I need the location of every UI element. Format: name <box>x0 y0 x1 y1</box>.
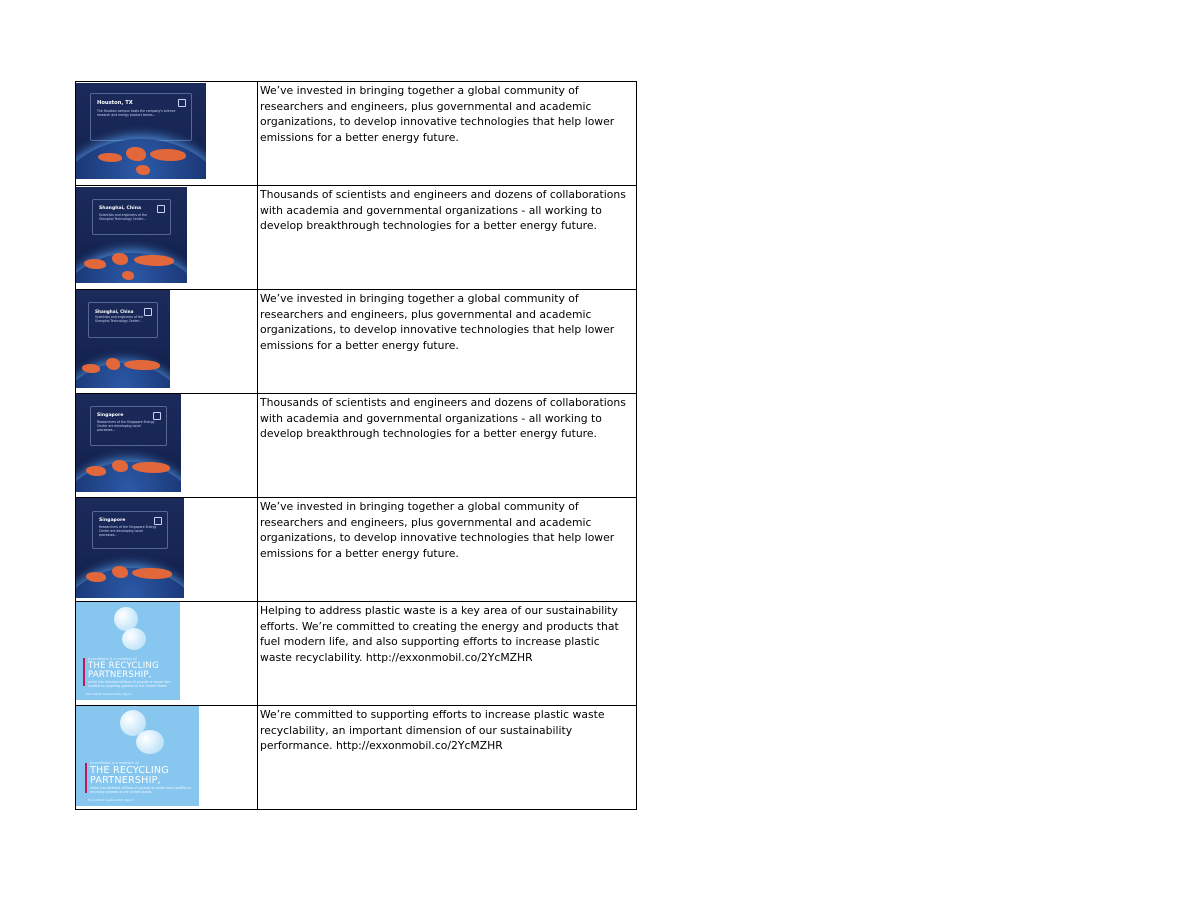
city-label: Shanghai, China <box>99 206 142 211</box>
card-blurb: Researchers of the Singapore Energy Center are developing novel processes... <box>97 420 155 432</box>
table-row <box>76 394 637 498</box>
continent-shape <box>112 460 128 472</box>
kicker-text: ExxonMobil is a member of <box>90 761 139 765</box>
image-cell <box>76 498 258 602</box>
location-card <box>90 406 167 446</box>
globe-thumbnail <box>76 187 187 283</box>
continent-shape <box>126 147 146 161</box>
building-icon <box>178 99 186 107</box>
card-blurb: Researchers of the Singapore Energy Center are developing novel processes... <box>99 525 157 537</box>
recycling-thumbnail <box>76 602 180 700</box>
text-cell[interactable]: We’re committed to supporting efforts to increase plastic waste recyclability, an important dimension of our sustainability performance. http://exxonmobil.co/2YcMZHR <box>258 706 637 810</box>
city-label: Singapore <box>97 413 124 418</box>
location-card <box>90 93 192 141</box>
globe-thumbnail <box>76 394 181 492</box>
table-row <box>76 602 637 706</box>
accent-bar <box>83 658 85 686</box>
card-blurb: The Houston campus hosts the company's science research and energy product teams... <box>97 109 176 117</box>
image-cell <box>76 186 258 290</box>
globe-thumbnail <box>76 290 170 388</box>
text-cell[interactable]: Thousands of scientists and engineers and dozens of collaborations with academia and governmental organizations - all working to develop breakthrough technologies for a better energy future. <box>258 186 637 290</box>
location-card <box>88 302 158 338</box>
continent-shape <box>86 466 106 476</box>
city-label: Singapore <box>99 518 126 523</box>
continent-shape <box>82 364 100 373</box>
recycling-thumbnail <box>76 706 199 806</box>
partnership-body: which has diverted millions of pounds of waste from landfills to recycling systems in the United States <box>90 786 191 794</box>
text-cell[interactable]: We’ve invested in bringing together a global community of researchers and engineers, plus governmental and academic organizations, to develop innovative technologies that help lower emissions for a better energy future. <box>258 82 637 186</box>
city-label: Houston, TX <box>97 100 133 106</box>
location-card <box>92 199 171 235</box>
text-cell[interactable]: Helping to address plastic waste is a key area of our sustainability efforts. We’re committed to creating the energy and products that fuel modern life, and also supporting efforts to increase plastic waste recyclability. http://exxonmobil.co/2YcMZHR <box>258 602 637 706</box>
image-cell <box>76 706 258 810</box>
partnership-title: THE RECYCLING PARTNERSHIP, <box>90 765 169 786</box>
partnership-body: which has diverted millions of pounds of waste from landfills to recycling systems in the United States <box>88 680 172 688</box>
image-cell <box>76 290 258 394</box>
spreadsheet-table <box>75 81 632 810</box>
location-card <box>92 511 168 549</box>
image-icon <box>154 517 162 525</box>
table-row <box>76 706 637 810</box>
card-blurb: Scientists and engineers of the Shanghai Technology Center... <box>95 315 144 323</box>
bubble-graphic <box>136 730 164 754</box>
continent-shape <box>106 358 120 370</box>
footer-text: ExxonMobil Sustainability Report <box>88 798 134 802</box>
text-cell[interactable]: We’ve invested in bringing together a global community of researchers and engineers, plus governmental and academic organizations, to develop innovative technologies that help lower emissions for a better energy future. <box>258 498 637 602</box>
continent-shape <box>112 566 128 578</box>
continent-shape <box>86 572 106 582</box>
table-row <box>76 82 637 186</box>
image-cell <box>76 602 258 706</box>
continent-shape <box>98 153 122 162</box>
continent-shape <box>122 271 134 280</box>
footer-text: ExxonMobil Sustainability Report <box>86 692 132 696</box>
continent-shape <box>84 259 106 269</box>
accent-bar <box>85 763 87 793</box>
card-blurb: Scientists and engineers of the Shanghai Technology Center... <box>99 213 148 221</box>
globe-thumbnail <box>76 498 184 598</box>
continent-shape <box>112 253 128 265</box>
bubble-graphic <box>122 628 146 650</box>
partnership-title: THE RECYCLING PARTNERSHIP, <box>88 661 159 680</box>
snowflake-icon <box>157 205 165 213</box>
continent-shape <box>136 165 150 175</box>
table-row <box>76 186 637 290</box>
text-cell[interactable]: Thousands of scientists and engineers and dozens of collaborations with academia and governmental organizations - all working to develop breakthrough technologies for a better energy future. <box>258 394 637 498</box>
globe-thumbnail <box>76 83 206 179</box>
city-label: Shanghai, China <box>95 309 134 314</box>
table-row <box>76 498 637 602</box>
image-cell <box>76 394 258 498</box>
kicker-text: ExxonMobil is a member of <box>88 657 137 661</box>
image-icon <box>153 412 161 420</box>
text-cell[interactable]: We’ve invested in bringing together a global community of researchers and engineers, plus governmental and academic organizations, to develop innovative technologies that help lower emissions for a better energy future. <box>258 290 637 394</box>
image-cell <box>76 82 258 186</box>
table-row <box>76 290 637 394</box>
